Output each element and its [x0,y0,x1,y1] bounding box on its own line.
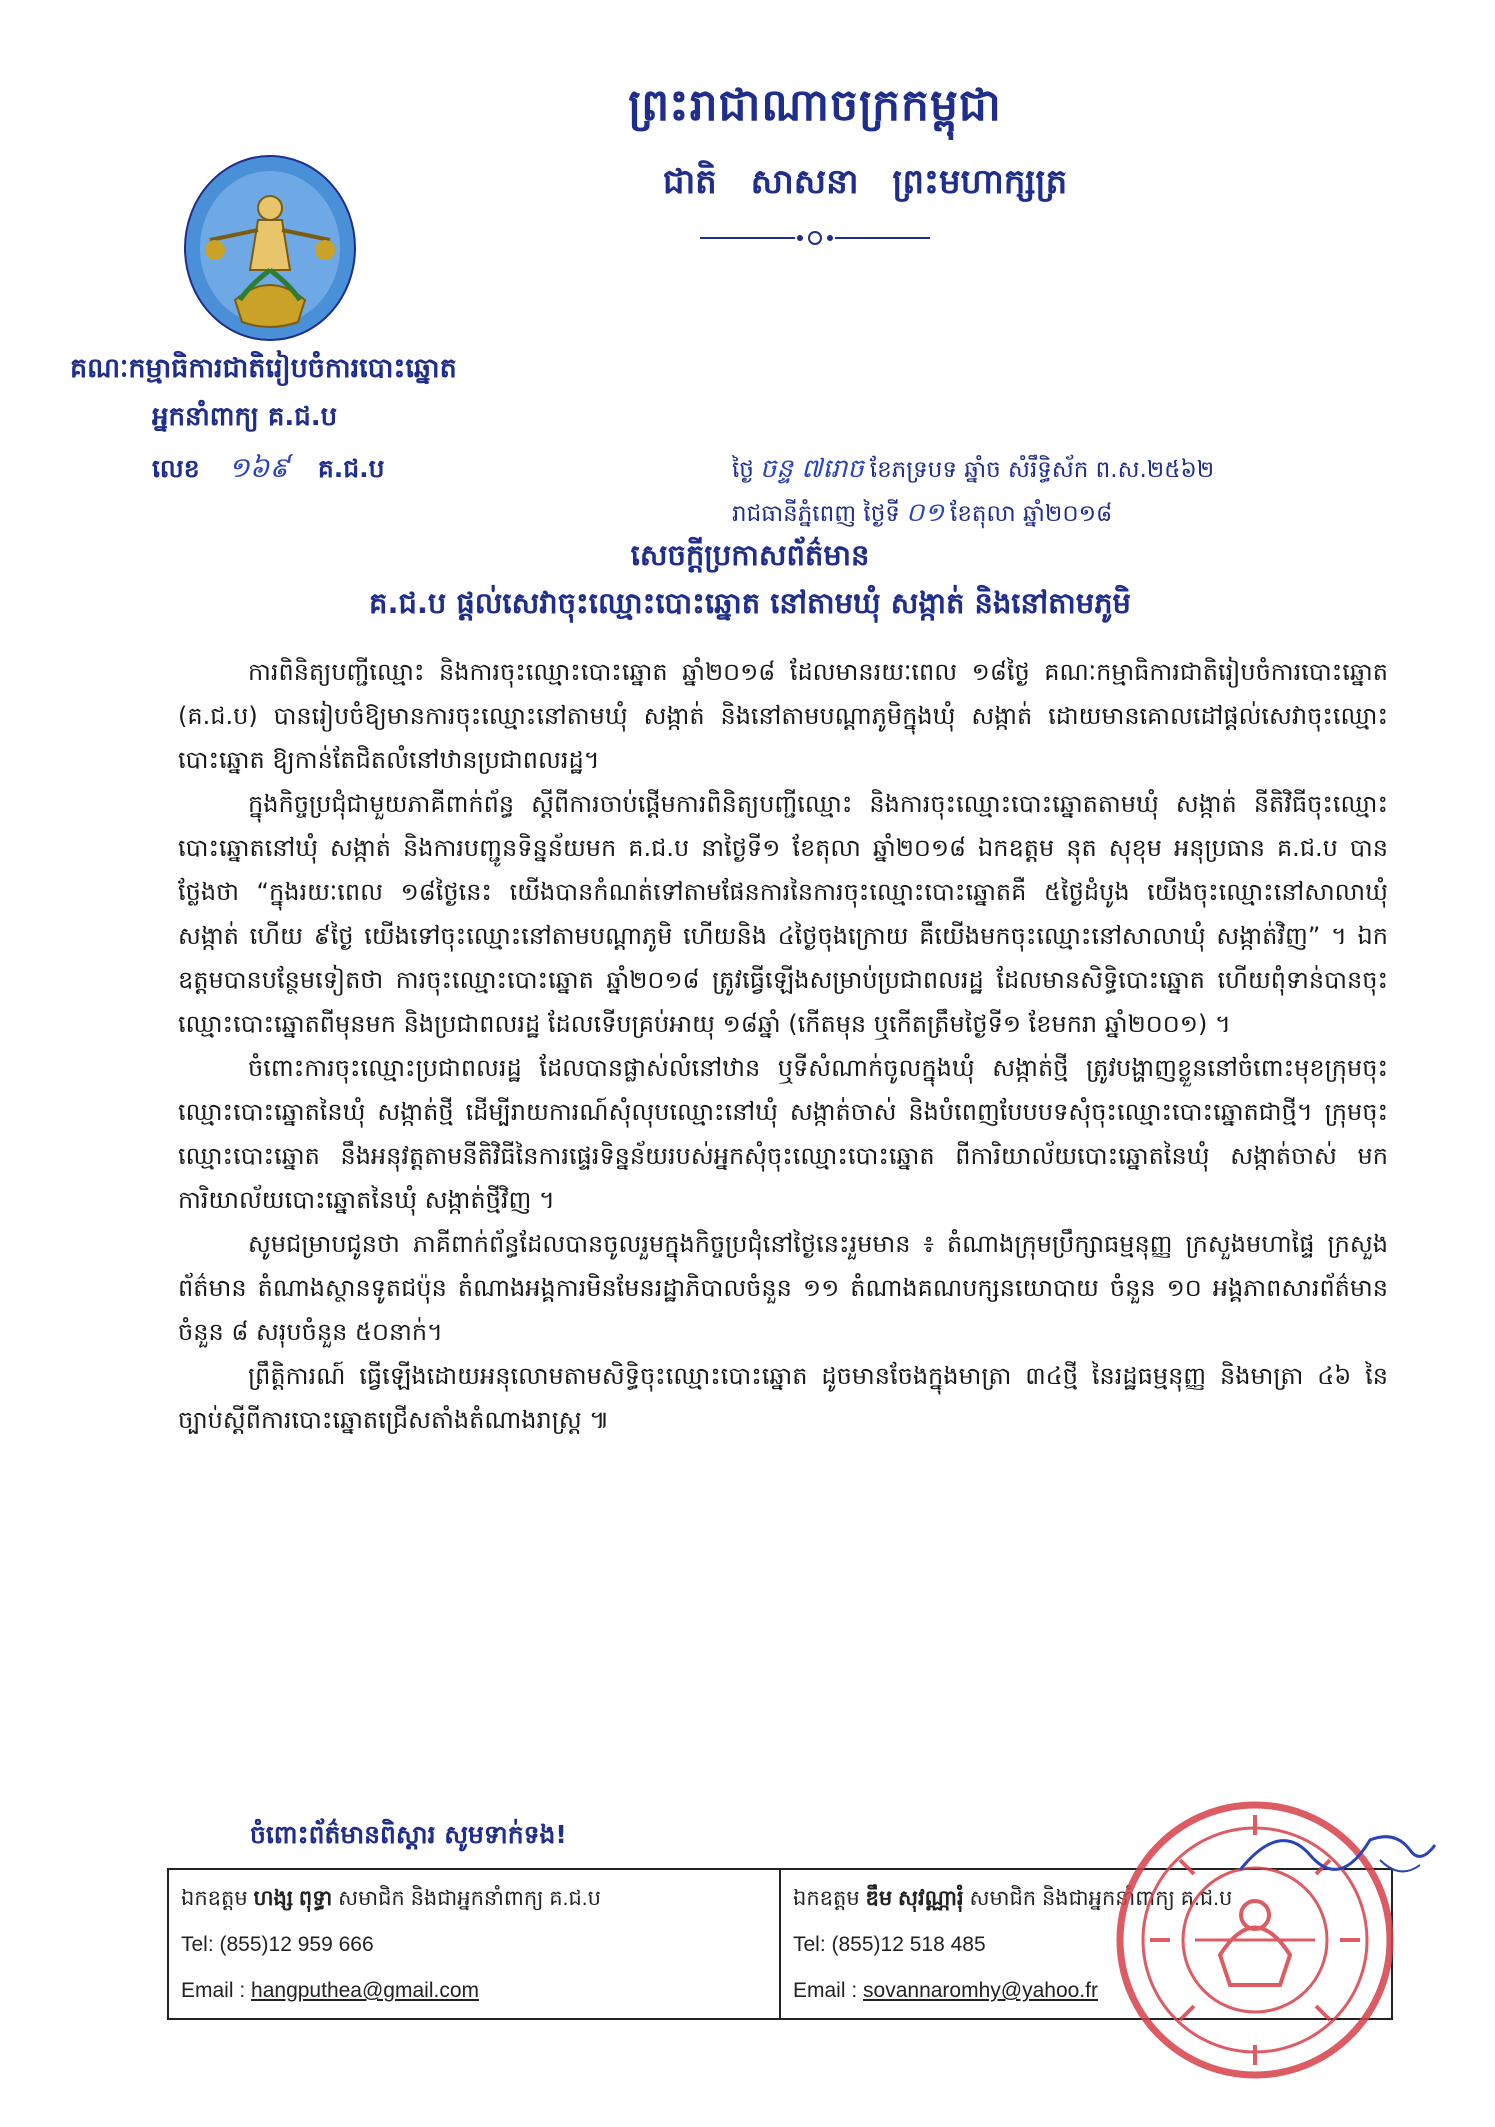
reference-suffix: គ.ជ.ប [317,454,385,483]
contact-email-row [181,1968,767,2014]
email-label: Email : [793,1979,858,2002]
election-committee-emblem-icon [180,150,360,350]
body-paragraph-2: ក្នុងកិច្ចប្រជុំជាមួយភាគីពាក់ព័ន្ធ ស្តីពីការចាប់ផ្តើមការពិនិត្យបញ្ជីឈ្មោះ និងការចុះឈ្មោះបោះឆ្នោតតាមឃុំ សង្កាត់ នីតិវិធីចុះឈ្មោះបោះឆ្នោតនៅឃុំ សង្កាត់ និងការបញ្ជូនទិន្នន័យមក គ.ជ.ប នាថ្ងៃទី១ ខែតុលា ឆ្នាំ២០១៨ ឯកឧត្តម នុត សុខុម អនុប្រធាន គ.ជ.ប បានថ្លែងថា “ក្នុងរយៈពេល ១៨ថ្ងៃនេះ យើងបានកំណត់ទៅតាមផែនការនៃការចុះឈ្មោះបោះឆ្នោតគឺ ៥ថ្ងៃដំបូង យើងចុះឈ្មោះនៅសាលាឃុំ សង្កាត់ ហើយ ៩ថ្ងៃ យើងទៅចុះឈ្មោះនៅតាមបណ្តាភូមិ ហើយនិង ៤ថ្ងៃចុងក្រោយ គឺយើងមកចុះឈ្មោះនៅសាលាឃុំ សង្កាត់វិញ” ។ ឯកឧត្តមបានបន្ថែមទៀតថា ការចុះឈ្មោះបោះឆ្នោត ឆ្នាំ២០១៨ ត្រូវធ្វើឡើងសម្រាប់ប្រជាពលរដ្ឋ ដែលមានសិទ្ធិបោះឆ្នោត ហើយពុំទាន់បានចុះឈ្មោះបោះឆ្នោតពីមុនមក និងប្រជាពលរដ្ឋ ដែលទើបគ្រប់អាយុ ១៨ឆ្នាំ (កើតមុន ឬកើតត្រឹមថ្ងៃទី១ ខែមករា ឆ្នាំ២០០១) ។ [178,790,1388,1038]
closing-line: ចំពោះព័ត៌មានពិស្តារ សូមទាក់ទង! [250,1820,567,1849]
contact-role: សមាជិក និងជាអ្នកនាំពាក្យ គ.ជ.ប [969,1887,1233,1910]
kingdom-title: ព្រះរាជាណាចក្រកម្ពុជា [628,80,1002,131]
body-paragraph-5: ព្រឹត្តិការណ៍ ធ្វើឡើងដោយអនុលោមតាមសិទ្ធិចុះឈ្មោះបោះឆ្នោត ដូចមានចែងក្នុងមាត្រា ៣៤ថ្មី នៃរដ្ឋធម្មនុញ្ញ និងមាត្រា ៤៦ នៃច្បាប់ស្តីពីការបោះឆ្នោតជ្រើសតាំងតំណាងរាស្ត្រ ៕ [178,1362,1388,1434]
contact-phone: Tel: (855)12 518 485 [793,1933,986,1956]
lunar-date-rest: ខែភទ្របទ ឆ្នាំច សំរឹទ្ធិស័ក ព.ស.២៥៦២ [869,457,1215,483]
signature-icon [1220,1810,1450,1890]
reference-label: លេខ [152,454,200,483]
lunar-date-prefix: ថ្ងៃ [732,457,754,483]
solar-date-prefix: រាជធានីភ្នំពេញ ថ្ងៃទី [732,501,900,527]
divider-ornament-icon [700,228,930,248]
lunar-date [732,452,1214,490]
national-motto: ជាតិ សាសនា ព្រះមហាក្សត្រ [662,162,1068,202]
spokesperson-office: អ្នកនាំពាក្យ គ.ជ.ប [152,402,338,432]
reference-number-handwritten: ១៦៩ [228,451,290,484]
solar-date-handwritten: ០១ [905,498,945,528]
contact-title: ឯកឧត្តម [793,1887,860,1910]
contact-email-link[interactable]: sovannaromhy@yahoo.fr [863,1979,1098,2002]
contact-name: ឌឹម សុវណ្ណារុំ [865,1887,964,1910]
contact-name-row [181,1876,767,1922]
contact-role: សមាជិក និងជាអ្នកនាំពាក្យ គ.ជ.ប [338,1887,601,1910]
reference-number [152,450,385,491]
contact-title: ឯកឧត្តម [181,1887,248,1910]
body-paragraph-1: ការពិនិត្យបញ្ជីឈ្មោះ និងការចុះឈ្មោះបោះឆ្នោត ឆ្នាំ២០១៨ ដែលមានរយៈពេល ១៨ថ្ងៃ គណៈកម្មាធិការជាតិរៀបចំការបោះឆ្នោត (គ.ជ.ប) បានរៀបចំឱ្យមានការចុះឈ្មោះនៅតាមឃុំ សង្កាត់ និងនៅតាមបណ្តាភូមិក្នុងឃុំ សង្កាត់ ដោយមានគោលដៅផ្តល់សេវាចុះឈ្មោះបោះឆ្នោត ឱ្យកាន់តែជិតលំនៅឋានប្រជាពលរដ្ឋ។ [178,658,1388,774]
email-label: Email : [181,1979,246,2002]
body-paragraph-4: សូមជម្រាបជូនថា ភាគីពាក់ព័ន្ធដែលបានចូលរួមក្នុងកិច្ចប្រជុំនៅថ្ងៃនេះរួមមាន ៖ តំណាងក្រុមប្រឹក្សាធម្មនុញ្ញ ក្រសួងមហាផ្ទៃ ក្រសួងព័ត៌មាន តំណាងស្ថានទូតជប៉ុន តំណាងអង្គការមិនមែនរដ្ឋាភិបាលចំនួន ១១ តំណាងគណបក្សនយោបាយ ចំនួន ១០ អង្គភាពសារព័ត៌មានចំនួន ៨ សរុបចំនួន ៥០នាក់។ [178,1230,1388,1346]
solar-date [732,496,1112,534]
solar-date-rest: ខែតុលា ឆ្នាំ២០១៨ [950,501,1113,527]
document-title: សេចក្តីប្រកាសព័ត៌មាន [630,538,870,572]
contact-phone: Tel: (855)12 959 666 [181,1933,374,1956]
contact-card [169,1870,779,2018]
contact-email-link[interactable]: hangputhea@gmail.com [251,1979,479,2002]
body-paragraph-3: ចំពោះការចុះឈ្មោះប្រជាពលរដ្ឋ ដែលបានផ្លាស់លំនៅឋាន ឬទីសំណាក់ចូលក្នុងឃុំ សង្កាត់ថ្មី ត្រូវបង្ហាញខ្លួននៅចំពោះមុខក្រុមចុះឈ្មោះបោះឆ្នោតនៃឃុំ សង្កាត់ថ្មី ដើម្បីរាយការណ៍សុំលុបឈ្មោះនៅឃុំ សង្កាត់ចាស់ និងបំពេញបែបបទសុំចុះឈ្មោះបោះឆ្នោតជាថ្មី។ ក្រុមចុះឈ្មោះបោះឆ្នោត នឹងអនុវត្តតាមនីតិវិធីនៃការផ្ទេរទិន្នន័យរបស់អ្នកសុំចុះឈ្មោះបោះឆ្នោត ពីការិយាល័យបោះឆ្នោតនៃឃុំ សង្កាត់ចាស់ មកការិយាល័យបោះឆ្នោតនៃឃុំ សង្កាត់ថ្មីវិញ ។ [178,1054,1388,1214]
press-release-body [178,650,1388,1442]
contact-name: ហង្ស ពុទ្ធា [253,1887,333,1910]
document-subtitle: គ.ជ.ប ផ្តល់សេវាចុះឈ្មោះបោះឆ្នោត នៅតាមឃុំ សង្កាត់ និងនៅតាមភូមិ [369,586,1131,620]
organization-name: គណៈកម្មាធិការជាតិរៀបចំការបោះឆ្នោត [70,353,457,384]
lunar-date-handwritten: ចន្ទ ៧រោច [759,454,864,484]
